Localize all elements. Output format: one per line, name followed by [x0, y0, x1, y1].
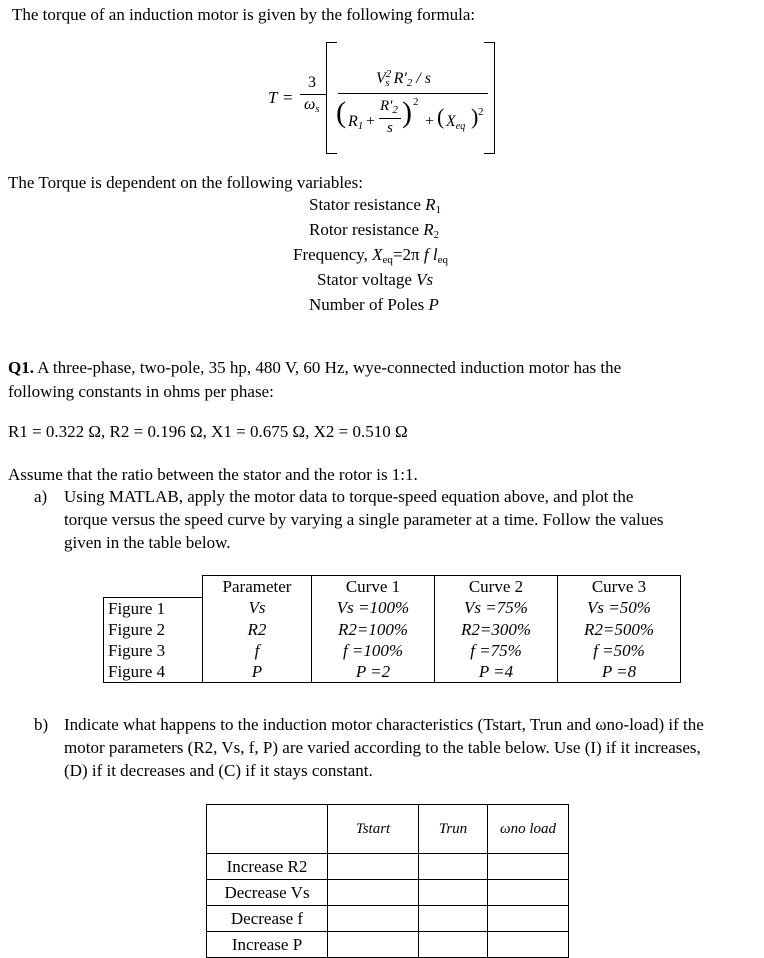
var-stator-voltage: Stator voltage Vs [317, 270, 434, 289]
formula-numerator: $V^2_s$ $R'_2$ / s [376, 68, 431, 89]
table-cell: R2=300% [435, 619, 558, 640]
formula-frac-bar [379, 118, 401, 119]
table-cell: Increase R2 [207, 854, 328, 880]
table-header-row [207, 805, 569, 854]
table-row [104, 597, 681, 619]
table-row [207, 880, 569, 906]
table-cell: Figure 4 [104, 661, 203, 683]
right-bracket [484, 42, 495, 154]
formula-coef-den: $\omega_s$ [304, 96, 320, 115]
table-cell: P =2 [312, 661, 435, 683]
q1-line2: following constants in ohms per phase: [8, 382, 274, 401]
paren-close-2: ) [471, 104, 479, 129]
table-cell: P =4 [435, 661, 558, 683]
formula-xeq: $X_{eq}$ [446, 113, 466, 132]
table-header: ωno load [488, 805, 569, 854]
part-a-label: a) [34, 487, 48, 506]
table-cell: Vs [203, 597, 312, 619]
part-a-line3: given in the table below. [64, 533, 231, 552]
characteristics-table [206, 804, 569, 958]
intro-text: The torque of an induction motor is given by the following formula: [12, 5, 476, 24]
table-cell: Decrease Vs [207, 880, 328, 906]
var-stator-resistance: Stator resistance $R_1$ [309, 195, 442, 216]
answer-cell[interactable] [419, 906, 488, 932]
answer-cell[interactable] [488, 880, 569, 906]
table-header: Curve 2 [435, 576, 558, 598]
answer-cell[interactable] [419, 854, 488, 880]
table-cell: R2=500% [558, 619, 681, 640]
part-a-line1: Using MATLAB, apply the motor data to torque-speed equation above, and plot the [64, 487, 634, 506]
part-a-line2: torque versus the speed curve by varying a single parameter at a time. Follow the values [64, 510, 664, 529]
table-header-blank [207, 805, 328, 854]
formula-frac-den: s [387, 120, 393, 136]
table-row [104, 619, 681, 640]
part-b-label: b) [34, 715, 49, 734]
q1-constants: R1 = 0.322 Ω, R2 = 0.196 Ω, X1 = 0.675 Ω, X2 = 0.510 Ω [8, 422, 408, 441]
table-row [207, 906, 569, 932]
formula-r1: $R_1$ [348, 113, 364, 132]
table-row [104, 661, 681, 683]
part-b-line3: (D) if it decreases and (C) if it stays constant. [64, 761, 373, 780]
table-row [207, 854, 569, 880]
table-header: Tstart [328, 805, 419, 854]
table-cell: f =50% [558, 640, 681, 661]
formula-exp-2: 2 [478, 106, 484, 118]
paren-close-1: ) [402, 96, 412, 129]
table-header: Curve 3 [558, 576, 681, 598]
formula-coef-bar [300, 94, 326, 95]
formula-frac-num: $R'_2$ [380, 98, 398, 116]
dependent-heading: The Torque is dependent on the following variables: [8, 173, 363, 192]
answer-cell[interactable] [328, 932, 419, 958]
table-header-row [104, 576, 681, 598]
q1-line1: Q1. A three-phase, two-pole, 35 hp, 480 V, 60 Hz, wye-connected induction motor has the [8, 358, 622, 377]
table-header: Curve 1 [312, 576, 435, 598]
formula-main-bar [338, 93, 488, 94]
table-row [207, 932, 569, 958]
table-cell: R2=100% [312, 619, 435, 640]
table-cell: Decrease f [207, 906, 328, 932]
formula-plus-1: + [366, 113, 376, 130]
table-row [104, 640, 681, 661]
answer-cell[interactable] [488, 854, 569, 880]
formula-eq: = [283, 88, 293, 107]
table-cell: Figure 2 [104, 619, 203, 640]
part-b-line2: motor parameters (R2, Vs, f, P) are varied according to the table below. Use (I) if it increases, [64, 738, 701, 757]
table-cell: P =8 [558, 661, 681, 683]
curve-table [103, 575, 681, 683]
answer-cell[interactable] [488, 906, 569, 932]
formula-exp-1: 2 [413, 96, 419, 108]
part-b-line1: Indicate what happens to the induction motor characteristics (Tstart, Trun and ωno-load) if the [64, 715, 704, 734]
table-header: Trun [419, 805, 488, 854]
answer-cell[interactable] [419, 880, 488, 906]
answer-cell[interactable] [419, 932, 488, 958]
answer-cell[interactable] [328, 854, 419, 880]
table-cell: f =100% [312, 640, 435, 661]
table-header-blank [104, 576, 203, 598]
paren-open-2: ( [437, 104, 445, 129]
answer-cell[interactable] [328, 906, 419, 932]
table-header: Parameter [203, 576, 312, 598]
q1-ratio: Assume that the ratio between the stator and the rotor is 1:1. [8, 465, 418, 484]
formula-T: T [268, 88, 278, 107]
var-poles: Number of Poles P [309, 295, 439, 314]
table-cell: Vs =75% [435, 597, 558, 619]
paren-open-1: ( [336, 96, 346, 129]
answer-cell[interactable] [328, 880, 419, 906]
table-cell: Figure 3 [104, 640, 203, 661]
table-cell: Increase P [207, 932, 328, 958]
formula-coef-num: 3 [308, 74, 316, 91]
table-cell: f =75% [435, 640, 558, 661]
table-cell: R2 [203, 619, 312, 640]
var-frequency: Frequency, $X_{eq}=2\pi$ f $l_{eq}$ [293, 245, 448, 266]
table-cell: f [203, 640, 312, 661]
var-rotor-resistance: Rotor resistance $R_2$ [309, 220, 440, 241]
table-cell: Figure 1 [104, 597, 203, 619]
formula-plus-2: + [425, 113, 435, 130]
table-cell: P [203, 661, 312, 683]
table-cell: Vs =50% [558, 597, 681, 619]
table-cell: Vs =100% [312, 597, 435, 619]
answer-cell[interactable] [488, 932, 569, 958]
